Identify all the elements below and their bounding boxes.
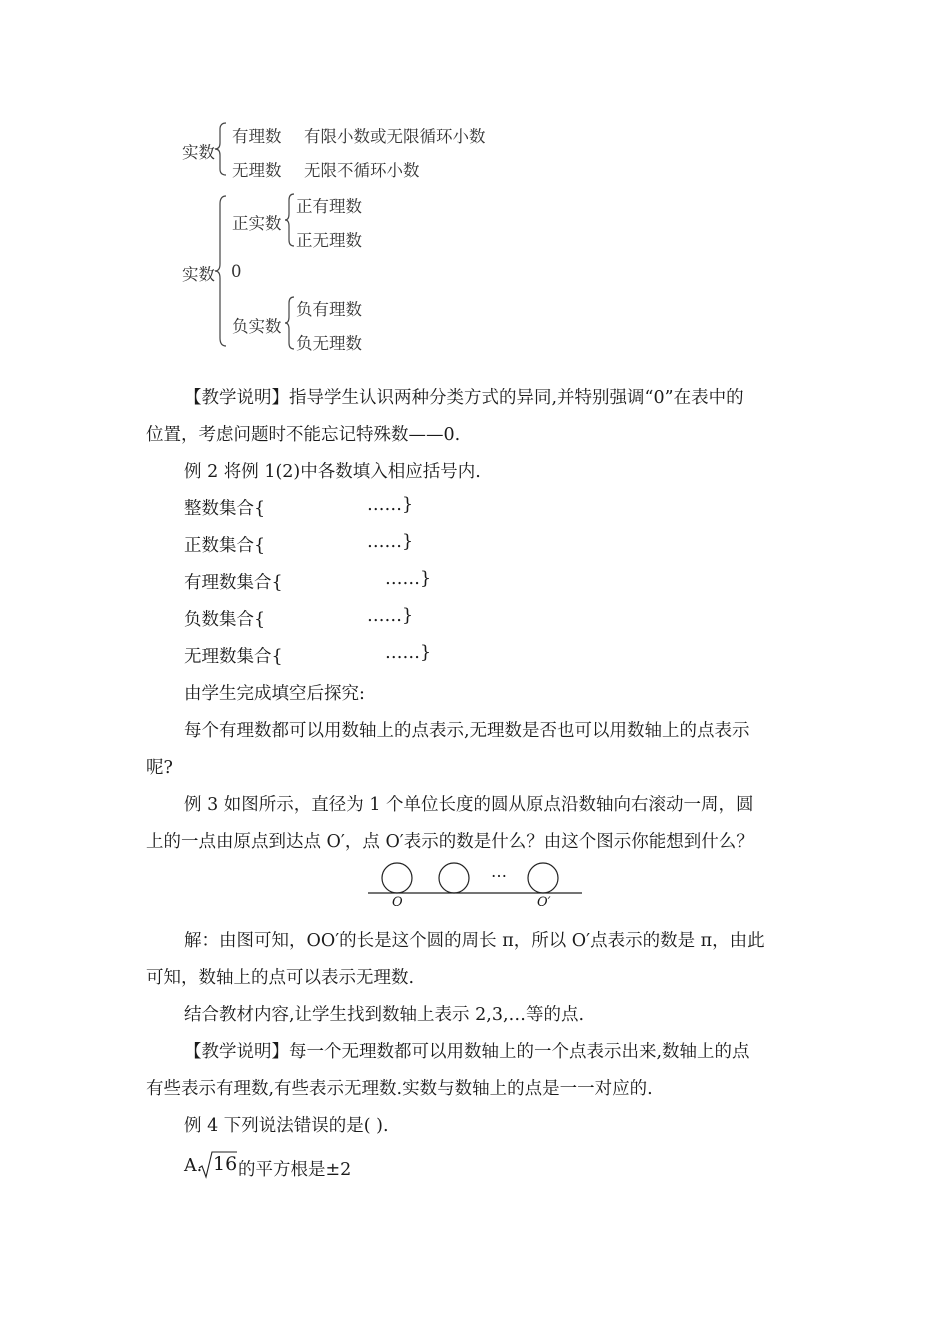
example2-intro: 例 2 将例 1(2)中各数填入相应括号内. bbox=[184, 462, 481, 482]
negative-rational-label: 负有理数 bbox=[296, 300, 362, 319]
set-integer-end: ……} bbox=[367, 495, 414, 515]
set-integer-label: 整数集合{ bbox=[184, 499, 266, 519]
set-positive-label: 正数集合{ bbox=[184, 536, 266, 556]
example3-solution-line2: 可知，数轴上的点可以表示无理数. bbox=[146, 968, 415, 988]
example4-intro: 例 4 下列说法错误的是( ). bbox=[184, 1116, 389, 1136]
note2-line1: 【教学说明】每一个无理数都可以用数轴上的一个点表示出来,数轴上的点 bbox=[184, 1042, 750, 1062]
rational-label: 有理数 bbox=[232, 127, 282, 146]
option-a-suffix: 的平方根是±2 bbox=[238, 1160, 352, 1180]
example2-question-line1: 每个有理数都可以用数轴上的点表示,无理数是否也可以用数轴上的点表示 bbox=[184, 721, 750, 741]
circle-end bbox=[528, 863, 558, 893]
negative-irrational-label: 负无理数 bbox=[296, 334, 362, 353]
label-origin: O bbox=[392, 895, 403, 910]
zero-label: 0 bbox=[231, 262, 242, 281]
example2-after: 由学生完成填空后探究: bbox=[184, 684, 365, 704]
positive-real-label: 正实数 bbox=[232, 214, 282, 233]
set-negative-label: 负数集合{ bbox=[184, 610, 266, 630]
set-rational-end: ……} bbox=[385, 569, 432, 589]
example3-line1: 例 3 如图所示，直径为 1 个单位长度的圆从原点沿数轴向右滚动一周，圆 bbox=[184, 795, 754, 815]
note1-line2: 位置，考虑问题时不能忘记特殊数——0. bbox=[146, 425, 461, 445]
example3-followup: 结合教材内容,让学生找到数轴上表示 2,3,…等的点. bbox=[184, 1005, 585, 1025]
set-negative-end: ……} bbox=[367, 606, 414, 626]
set-irrational-end: ……} bbox=[385, 643, 432, 663]
brace-icon bbox=[284, 295, 296, 351]
positive-irrational-label: 正无理数 bbox=[296, 231, 362, 250]
irrational-desc: 无限不循环小数 bbox=[304, 161, 420, 180]
set-irrational-label: 无理数集合{ bbox=[184, 647, 283, 667]
negative-real-label: 负实数 bbox=[232, 317, 282, 336]
example3-solution-line1: 解：由图可知，OO′的长是这个圆的周长 π，所以 O′点表示的数是 π，由此 bbox=[184, 931, 765, 951]
example2-question-line2: 呢? bbox=[146, 758, 173, 778]
label-o-prime: O′ bbox=[537, 895, 551, 910]
example3-line2: 上的一点由原点到达点 O′，点 O′表示的数是什么？由这个图示你能想到什么？ bbox=[146, 832, 754, 852]
circle-start bbox=[382, 863, 412, 893]
figure-dots: … bbox=[491, 862, 507, 881]
brace-icon bbox=[284, 192, 296, 248]
brace-icon bbox=[214, 194, 228, 348]
option-a-radicand: 16 bbox=[213, 1153, 238, 1175]
note2-line2: 有些表示有理数,有些表示无理数.实数与数轴上的点是一一对应的. bbox=[146, 1079, 653, 1099]
classification1-root: 实数 bbox=[182, 143, 215, 162]
circle-middle bbox=[439, 863, 469, 893]
classification2-root: 实数 bbox=[182, 265, 215, 284]
note1-line1: 【教学说明】指导学生认识两种分类方式的异同,并特别强调“0”在表中的 bbox=[184, 388, 744, 408]
brace-icon bbox=[214, 121, 228, 177]
positive-rational-label: 正有理数 bbox=[296, 197, 362, 216]
rational-desc: 有限小数或无限循环小数 bbox=[304, 127, 486, 146]
option-a-prefix: A. bbox=[184, 1156, 203, 1176]
set-positive-end: ……} bbox=[367, 532, 414, 552]
set-rational-label: 有理数集合{ bbox=[184, 573, 283, 593]
irrational-label: 无理数 bbox=[232, 161, 282, 180]
